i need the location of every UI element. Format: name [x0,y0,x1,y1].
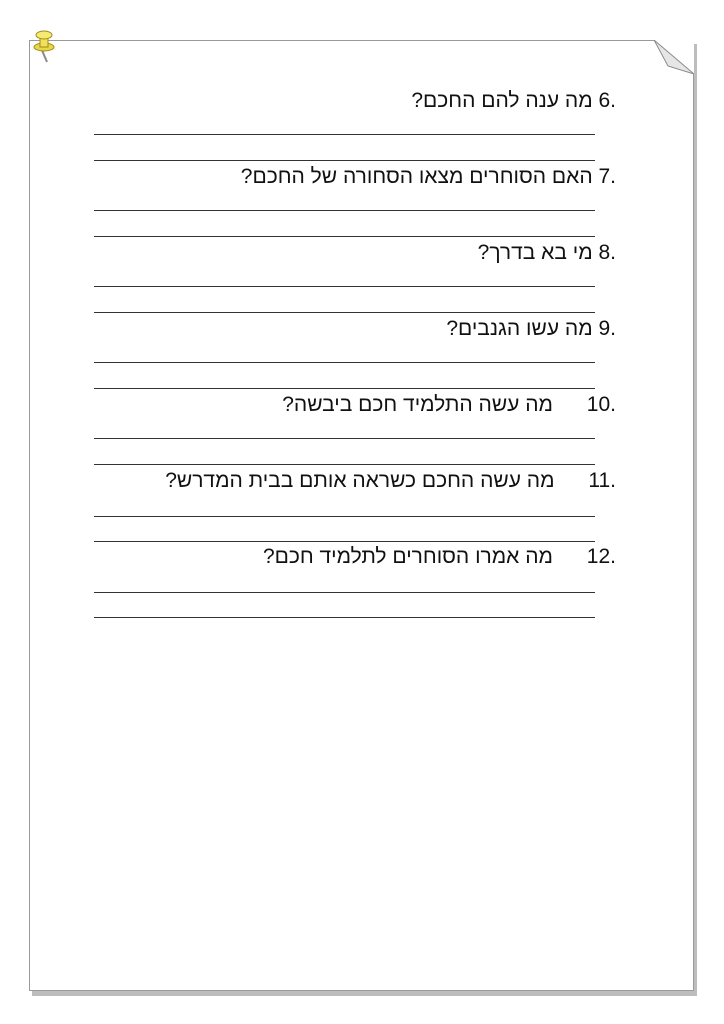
answer-line-9a[interactable] [94,362,595,363]
question-text: מה ענה להם החכם? [411,89,593,112]
answer-line-8b[interactable] [94,312,595,313]
question-number: 9. [598,317,616,340]
question-8 [478,241,616,265]
answer-line-8a[interactable] [94,286,595,287]
answer-line-6b[interactable] [94,160,595,161]
question-text: מה עשה התלמיד חכם ביבשה? [282,393,553,416]
answer-line-7a[interactable] [94,210,595,211]
question-number: 10. [586,393,616,416]
question-7 [241,165,616,189]
question-number: 11. [588,469,616,492]
answer-line-11b[interactable] [94,541,595,542]
question-9 [446,317,616,341]
answer-line-12a[interactable] [94,592,595,593]
question-text: האם הסוחרים מצאו הסחורה של החכם? [240,165,593,188]
question-text: מי בא בדרך? [477,241,593,264]
answer-line-12b[interactable] [94,617,595,618]
answer-line-7b[interactable] [94,236,595,237]
answer-line-9b[interactable] [94,388,595,389]
question-6 [411,89,616,113]
question-text: מה עשו הגנבים? [446,317,593,340]
answer-line-10b[interactable] [94,464,595,465]
question-10 [282,393,616,417]
question-number: 7. [598,165,616,188]
question-text: מה אמרו הסוחרים לתלמיד חכם? [262,545,553,568]
answer-line-6a[interactable] [94,134,595,135]
question-number: 8. [598,241,616,264]
question-12 [263,545,616,569]
question-number: 6. [598,89,616,112]
answer-line-10a[interactable] [94,438,595,439]
pushpin-icon [31,28,57,64]
question-11 [165,469,616,493]
answer-line-11a[interactable] [94,516,595,517]
page-curl-icon [654,40,694,74]
question-text: מה עשה החכם כשראה אותם בבית המדרש? [165,469,555,492]
question-number: 12. [586,545,616,568]
